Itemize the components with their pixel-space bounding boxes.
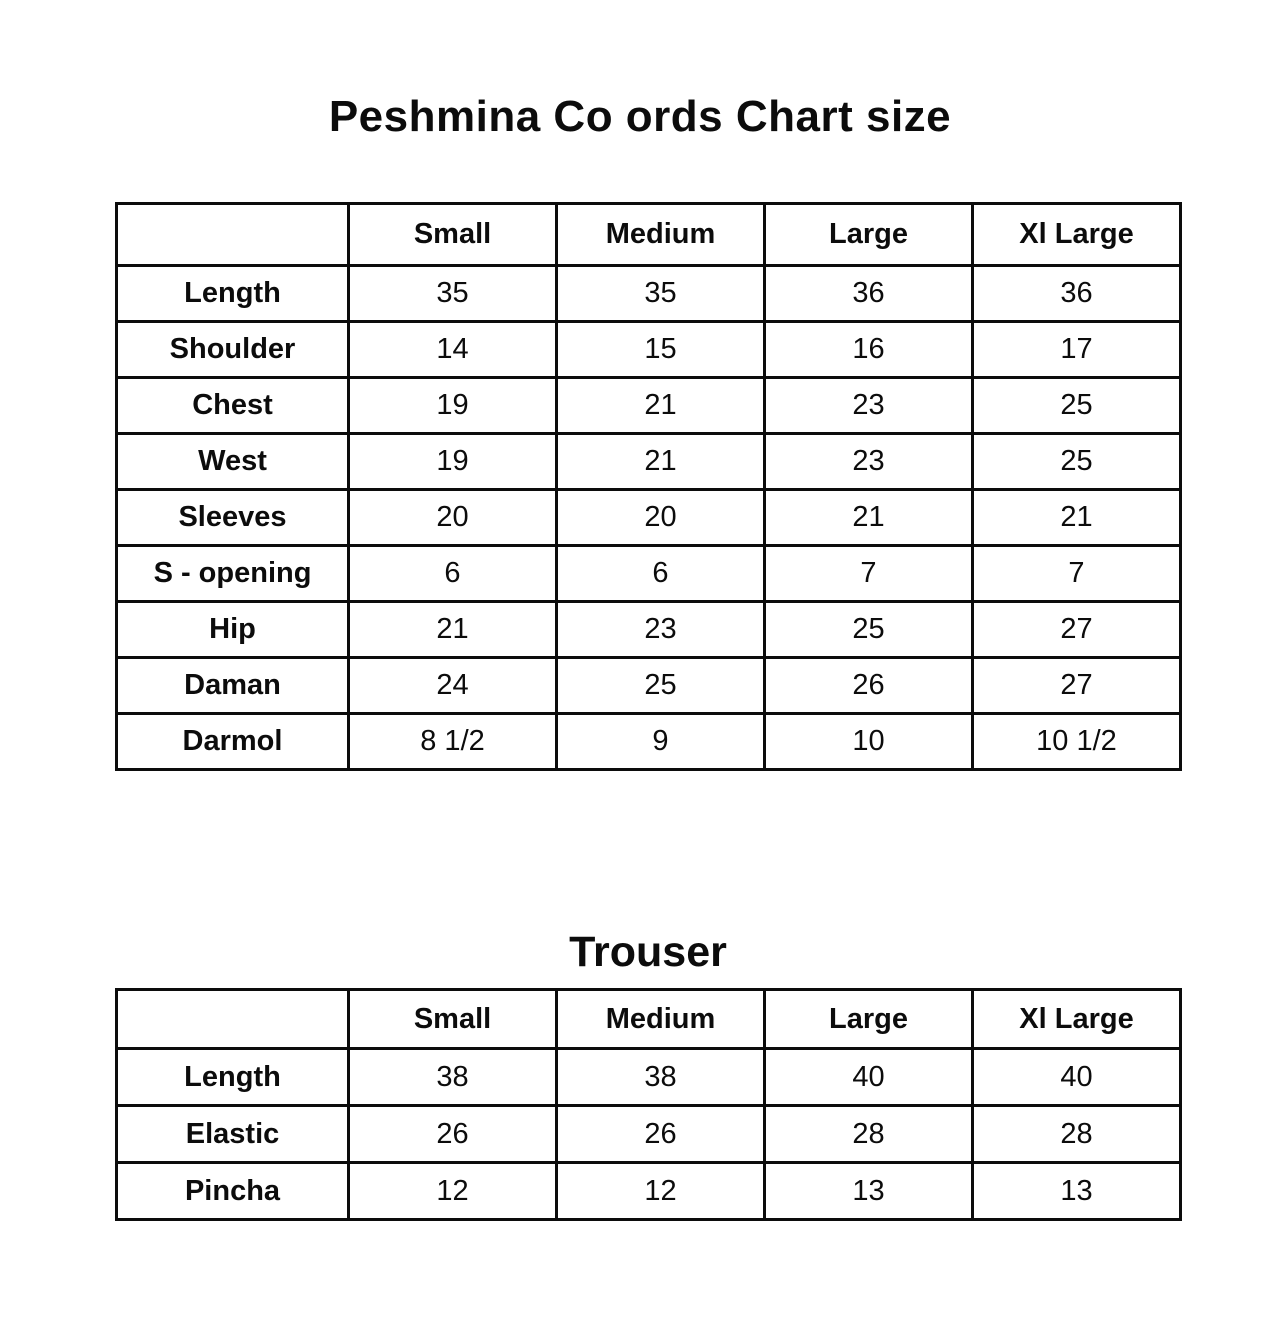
table-row	[117, 1106, 1181, 1163]
size-value: 16	[765, 322, 973, 378]
col-header-large: Large	[765, 990, 973, 1049]
size-value: 25	[973, 378, 1181, 434]
table-row	[117, 714, 1181, 770]
size-value: 14	[349, 322, 557, 378]
col-header-medium: Medium	[557, 204, 765, 266]
size-value: 25	[765, 602, 973, 658]
size-value: 27	[973, 658, 1181, 714]
page-title: Peshmina Co ords Chart size	[328, 92, 952, 141]
row-label-west: West	[117, 434, 349, 490]
table-row	[117, 1163, 1181, 1220]
size-value: 40	[765, 1049, 973, 1106]
size-value: 20	[557, 490, 765, 546]
size-value: 7	[973, 546, 1181, 602]
size-value: 21	[557, 378, 765, 434]
table-row	[117, 490, 1181, 546]
size-value: 15	[557, 322, 765, 378]
trouser-title: Trouser	[569, 928, 727, 976]
size-value: 35	[557, 266, 765, 322]
col-header-medium: Medium	[557, 990, 765, 1049]
size-value: 17	[973, 322, 1181, 378]
col-header-small: Small	[349, 990, 557, 1049]
size-value: 13	[973, 1163, 1181, 1220]
size-value: 7	[765, 546, 973, 602]
size-value: 21	[765, 490, 973, 546]
size-value: 28	[765, 1106, 973, 1163]
size-value: 21	[557, 434, 765, 490]
size-value: 36	[765, 266, 973, 322]
size-value: 10 1/2	[973, 714, 1181, 770]
size-value: 8 1/2	[349, 714, 557, 770]
size-value: 25	[557, 658, 765, 714]
size-value: 19	[349, 378, 557, 434]
size-value: 26	[765, 658, 973, 714]
table-row	[117, 322, 1181, 378]
trouser-size-table	[115, 988, 1182, 1221]
row-label-length: Length	[117, 1049, 349, 1106]
empty-corner-cell	[117, 990, 349, 1049]
size-value: 38	[557, 1049, 765, 1106]
size-value: 23	[557, 602, 765, 658]
table-row	[117, 602, 1181, 658]
table-row	[117, 266, 1181, 322]
col-header-xl-large: Xl Large	[973, 204, 1181, 266]
row-label-chest: Chest	[117, 378, 349, 434]
size-value: 23	[765, 434, 973, 490]
row-label-hip: Hip	[117, 602, 349, 658]
row-label-sleeves: Sleeves	[117, 490, 349, 546]
size-value: 28	[973, 1106, 1181, 1163]
size-value: 6	[557, 546, 765, 602]
size-value: 21	[973, 490, 1181, 546]
blank-corner-cell	[117, 204, 349, 266]
size-value: 12	[349, 1163, 557, 1220]
size-value: 25	[973, 434, 1181, 490]
row-label-darmol: Darmol	[117, 714, 349, 770]
size-value: 38	[349, 1049, 557, 1106]
size-value: 10	[765, 714, 973, 770]
size-value: 26	[349, 1106, 557, 1163]
size-value: 24	[349, 658, 557, 714]
col-header-small: Small	[349, 204, 557, 266]
size-value: 35	[349, 266, 557, 322]
size-value: 12	[557, 1163, 765, 1220]
size-value: 40	[973, 1049, 1181, 1106]
size-value: 19	[349, 434, 557, 490]
table-row	[117, 658, 1181, 714]
coords-size-table	[115, 202, 1182, 771]
table-row	[117, 546, 1181, 602]
row-label-daman: Daman	[117, 658, 349, 714]
size-value: 13	[765, 1163, 973, 1220]
table-row	[117, 378, 1181, 434]
row-label-pincha: Pincha	[117, 1163, 349, 1220]
size-value: 20	[349, 490, 557, 546]
size-value: 23	[765, 378, 973, 434]
row-label-shoulder: Shoulder	[117, 322, 349, 378]
size-value: 21	[349, 602, 557, 658]
coords-table	[115, 202, 1182, 771]
trouser-table	[115, 988, 1182, 1221]
row-label-length: Length	[117, 266, 349, 322]
table-row	[117, 434, 1181, 490]
col-header-xl-large: Xl Large	[973, 990, 1181, 1049]
size-value: 6	[349, 546, 557, 602]
trouser-header-row	[117, 990, 1181, 1049]
size-value: 27	[973, 602, 1181, 658]
row-label-s-opening: S - opening	[117, 546, 349, 602]
coords-header-row	[117, 204, 1181, 266]
col-header-large: Large	[765, 204, 973, 266]
table-row	[117, 1049, 1181, 1106]
size-value: 9	[557, 714, 765, 770]
size-value: 36	[973, 266, 1181, 322]
size-value: 26	[557, 1106, 765, 1163]
row-label-elastic: Elastic	[117, 1106, 349, 1163]
